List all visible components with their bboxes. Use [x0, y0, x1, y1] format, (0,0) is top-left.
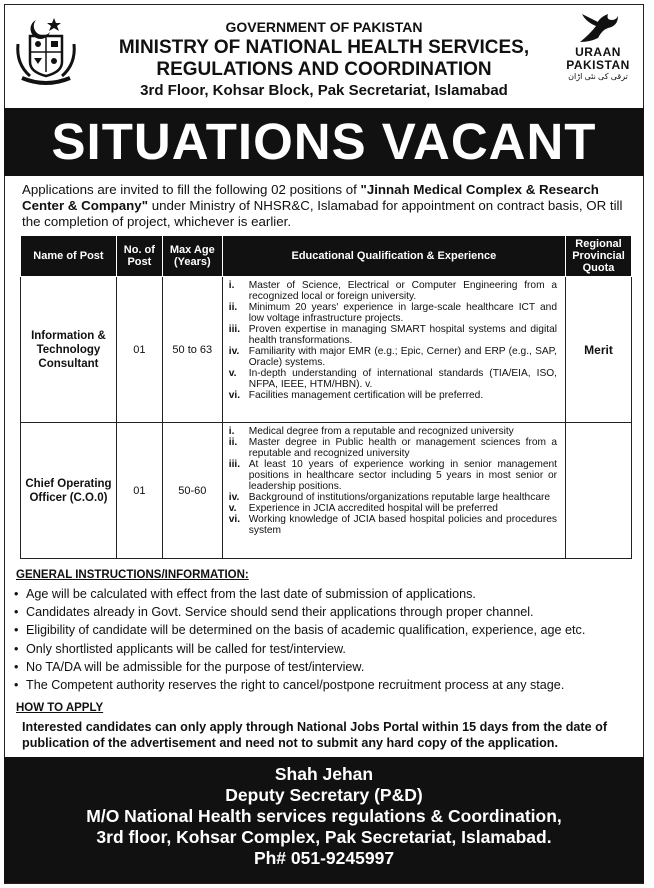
post-name: Information & Technology Consultant: [21, 277, 117, 423]
qualification-number: vi.: [228, 390, 241, 401]
ministry-title-line2: REGULATIONS AND COORDINATION: [156, 59, 492, 80]
qualification-item: [229, 437, 557, 459]
header-max-age: Max Age (Years): [162, 236, 222, 277]
header: [0, 0, 648, 108]
qualification-list: [229, 280, 557, 401]
max-age: 50 to 63: [162, 277, 222, 423]
intro-paragraph: Applications are invited to fill the following 02 positions of "Jinnah Medical Complex & Research Center & Company" under Ministry of NHSR&C, Islamabad for appointment on contract basis, OR till the completion of project, whichever is earlier.: [22, 182, 623, 229]
qualification-item: [229, 346, 557, 368]
qualification-list: [229, 426, 557, 536]
table-header-row: [21, 236, 632, 277]
instruction-item: • No TA/DA will be admissible for the purpose of test/interview.: [14, 658, 634, 676]
instruction-item: • Only shortlisted applicants will be called for test/interview.: [14, 640, 634, 658]
qualification-text: Medical degree from a reputable and recognized university: [248, 426, 514, 437]
qualification-text: In-depth understanding of international standards (TIA/EIA, ISO, NFPA, IEEE, HTM/HBN). v.: [248, 368, 557, 390]
qualification-number: i.: [228, 280, 235, 291]
project-name: "Jinnah Medical Complex & Research Center & Company": [22, 182, 599, 213]
table-row: [21, 423, 632, 559]
signatory-designation: Deputy Secretary (P&D): [225, 785, 423, 805]
bird-icon: [576, 12, 620, 46]
general-instructions-title: GENERAL INSTRUCTIONS/INFORMATION:: [16, 569, 249, 581]
pid-number: PID(I)1038/25: [644, 790, 654, 847]
qualification-item: [229, 280, 557, 302]
state-emblem-icon: [14, 14, 78, 88]
qualification-number: iii.: [228, 459, 241, 470]
signatory-name: Shah Jehan: [274, 764, 374, 784]
qualification-number: ii.: [228, 302, 238, 313]
qualification-cell: [222, 423, 565, 559]
header-no-of-post: No. of Post: [116, 236, 162, 277]
qualification-text: Background of institutions/organizations reputable large healthcare: [248, 492, 551, 503]
qualification-text: Facilities management certification will be preferred.: [248, 390, 484, 401]
signatory-org: M/O National Health services regulations & Coordination,: [86, 806, 562, 826]
logo-text-uraan: URAAN: [575, 45, 621, 59]
signatory-address: 3rd floor, Kohsar Complex, Pak Secretariat, Islamabad.: [96, 827, 552, 847]
qualification-number: vi.: [228, 514, 241, 525]
qualification-text: Experience in JCIA accredited hospital will be preferred: [248, 503, 498, 514]
table-row: [21, 277, 632, 423]
ministry-title-line1: MINISTRY OF NATIONAL HEALTH SERVICES,: [118, 37, 530, 58]
regional-quota: [566, 423, 632, 559]
post-name: Chief Operating Officer (C.O.0): [21, 423, 117, 559]
signature-block: [4, 757, 644, 883]
signatory-phone: Ph# 051-9245997: [253, 848, 395, 868]
qualification-text: Master degree in Public health or management sciences from a reputable and recognized university: [248, 437, 557, 459]
instruction-item: • The Competent authority reserves the right to cancel/postpone recruitment process at any stage.: [14, 676, 634, 694]
qualification-item: [229, 302, 557, 324]
qualification-number: v.: [228, 368, 237, 379]
qualification-number: v.: [228, 503, 237, 514]
qualification-text: Minimum 20 years' experience in large-scale healthcare ICT and low voltage infrastructure projects.: [248, 302, 557, 324]
how-to-apply-text: Interested candidates can only apply through National Jobs Portal within 15 days from the date of publication of the advertisement and need not to submit any hard copy of the application.: [22, 720, 608, 750]
qualification-number: iii.: [228, 324, 241, 335]
qualification-item: [229, 368, 557, 390]
qualification-number: iv.: [228, 346, 240, 357]
max-age: 50-60: [162, 423, 222, 559]
general-instructions-list: [14, 585, 634, 694]
how-to-apply-title: HOW TO APPLY: [16, 702, 104, 714]
qualification-item: [229, 503, 557, 514]
header-qualification: Educational Qualification & Experience: [222, 236, 565, 277]
qualification-text: Working knowledge of JCIA based hospital policies and procedures system: [248, 514, 557, 536]
qualification-cell: [222, 277, 565, 423]
qualification-text: Master of Science, Electrical or Computer Engineering from a recognized local or foreign university.: [248, 280, 557, 302]
qualification-number: ii.: [228, 437, 238, 448]
qualification-text: Familiarity with major EMR (e.g.; Epic, Cerner) and ERP (e.g., SAP, Oracle) systems.: [248, 346, 557, 368]
logo-tagline: ترقی کی نئی اڑان: [568, 72, 628, 81]
qualification-item: [229, 492, 557, 503]
header-name-of-post: Name of Post: [21, 236, 117, 277]
qualification-item: [229, 426, 557, 437]
header-quota: Regional Provincial Quota: [566, 236, 632, 277]
situations-vacant-banner: SITUATIONS VACANT: [4, 108, 644, 176]
ministry-address: 3rd Floor, Kohsar Block, Pak Secretariat, Islamabad: [140, 82, 508, 99]
instruction-item: • Candidates already in Govt. Service should send their applications through proper channel.: [14, 603, 634, 621]
qualification-number: iv.: [228, 492, 240, 503]
regional-quota: Merit: [566, 277, 632, 423]
qualification-text: Proven expertise in managing SMART hospital systems and digital health transformations.: [248, 324, 557, 346]
qualification-item: [229, 390, 557, 401]
positions-table: [20, 235, 632, 559]
uraan-pakistan-logo: [558, 12, 638, 98]
instruction-item: • Eligibility of candidate will be determined on the basis of academic qualification, experience, age etc.: [14, 621, 634, 639]
instruction-item: • Age will be calculated with effect from the last date of submission of applications.: [14, 585, 634, 603]
post-count: 01: [116, 277, 162, 423]
qualification-text: At least 10 years of experience working in senior management positions in healthcare sector including 5 years in most senior or leadership positions.: [248, 459, 557, 492]
logo-text-pakistan: PAKISTAN: [566, 58, 630, 72]
government-title: GOVERNMENT OF PAKISTAN: [225, 19, 423, 35]
qualification-number: i.: [228, 426, 235, 437]
post-count: 01: [116, 423, 162, 559]
qualification-item: [229, 324, 557, 346]
qualification-item: [229, 459, 557, 492]
qualification-item: [229, 514, 557, 536]
